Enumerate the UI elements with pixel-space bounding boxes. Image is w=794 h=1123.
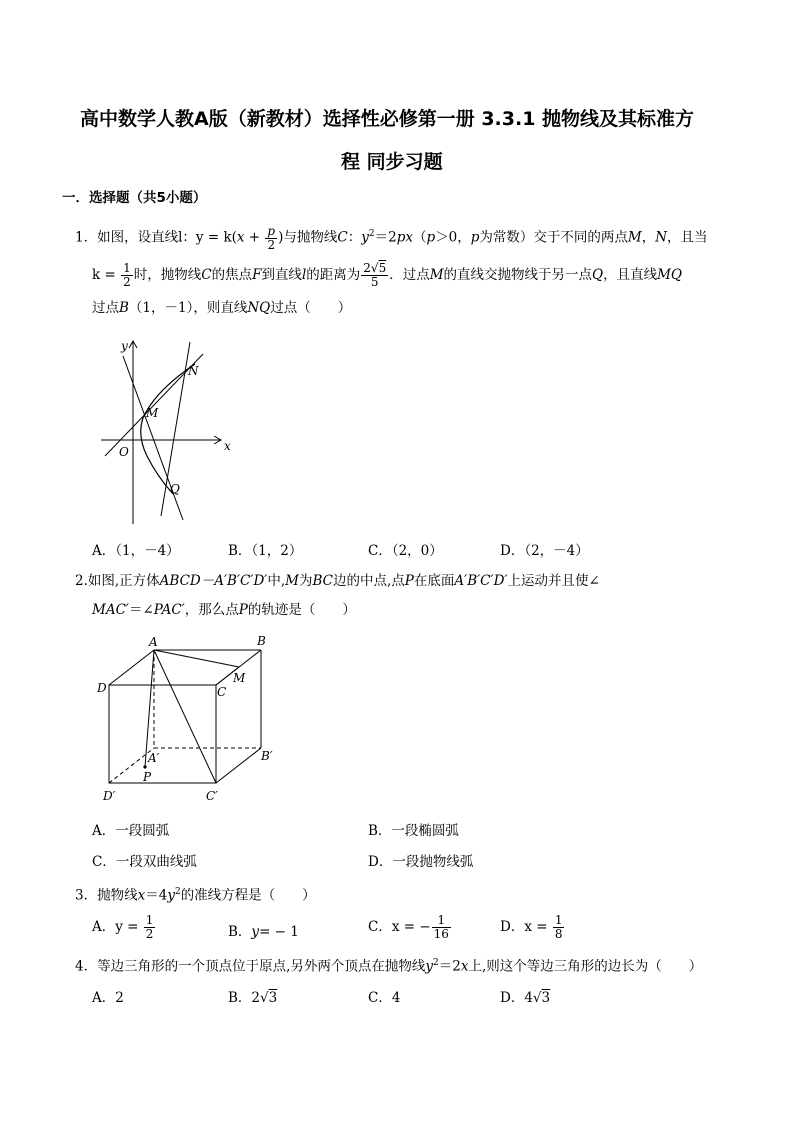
q3-option-c[interactable]: C．x = − $\frac{1}{16}$ (368, 913, 449, 941)
fig2-label-B1: B′ (261, 749, 273, 763)
page-title-line2: 程 同步习题 (341, 151, 443, 173)
fig1-label-O: O (119, 445, 129, 459)
fig1-label-M: M (146, 406, 159, 420)
q2-option-b[interactable]: B．一段椭圆弧 (368, 823, 459, 839)
fig1-label-x: x (224, 439, 231, 453)
cube-front-face (109, 685, 216, 783)
q3-option-a[interactable]: A．y = $\frac{1}{2}$ (92, 913, 154, 941)
fraction-distance: $\frac{2√5}{5}$ (363, 261, 387, 289)
q3-stem: 3．抛物线$x=4y^2$的准线方程是（ ） (75, 887, 316, 904)
q2-line1: 2.如图,正方体ABCD－A′B′C′D′中,M为BC边的中点,点P在底面A′B′C′D′上运动并且使∠ (75, 573, 600, 589)
fig2-label-C1: C′ (206, 789, 218, 803)
fig2-label-M: M (233, 671, 246, 685)
q4-option-c[interactable]: C．4 (368, 990, 401, 1006)
fig2-label-P: P (143, 770, 152, 784)
q1-line3: 过点B（1，－1），则直线NQ过点（ ） (92, 300, 352, 316)
edge-DA (109, 650, 154, 685)
segment-AM (154, 650, 239, 667)
section-heading: 一．选择题（共5小题） (62, 190, 207, 206)
fig2-label-A: A (149, 635, 158, 649)
q2-option-c[interactable]: C．一段双曲线弧 (92, 854, 197, 870)
q4-option-d[interactable]: D．4√3 (500, 990, 551, 1006)
fig2-label-D1: D′ (103, 789, 116, 803)
fraction-one-half: $\frac{1}{2}$ (123, 261, 131, 289)
q1-option-b[interactable]: B．（1，2） (228, 543, 303, 559)
q4-option-a[interactable]: A．2 (92, 990, 124, 1006)
fig1-label-N: N (188, 364, 199, 378)
q2-option-a[interactable]: A．一段圆弧 (92, 823, 170, 839)
q2-figure (96, 633, 286, 808)
fig2-label-A1: A′ (148, 751, 160, 765)
fraction-p-over-2: $\frac{p}{2}$ (267, 223, 276, 252)
segment-AP (145, 650, 154, 767)
segment-AC1 (154, 650, 216, 783)
fig1-label-Q: Q (170, 482, 180, 496)
q1-option-d[interactable]: D．（2，－4） (500, 543, 589, 559)
point-P (143, 765, 146, 768)
q3-option-b[interactable]: B．y= − 1 (228, 924, 299, 940)
q1-option-c[interactable]: C．（2，0） (368, 543, 443, 559)
q1-option-a[interactable]: A．（1，－4） (92, 543, 180, 559)
q1-line2: k = $\frac{1}{2}$ 时，抛物线C的焦点F到直线l的距离为 $\frac{2√5}{5}$ ．过点M的直线交抛物线于另一点Q，且直线MQ (92, 261, 682, 289)
fig2-label-C: C (217, 685, 227, 699)
q3-option-d[interactable]: D．x = $\frac{1}{8}$ (500, 913, 563, 941)
fig2-label-B: B (257, 634, 266, 648)
q1-line1: 1．如图，设直线l：y = k(x + $\frac{p}{2}$ )与抛物线C：$y^2=2px(p>0$，p为常数）交于不同的两点M，N，且当 (75, 223, 708, 252)
q1-figure (95, 336, 245, 526)
q4-option-b[interactable]: B．2√3 (228, 990, 278, 1006)
q2-line2: MAC′＝∠PAC′，那么点P的轨迹是（ ） (92, 602, 356, 618)
fig1-label-y: y (121, 339, 128, 353)
q2-option-d[interactable]: D．一段抛物线弧 (368, 854, 474, 870)
fig2-label-D: D (97, 681, 107, 695)
q4-stem: 4．等边三角形的一个顶点位于原点,另外两个顶点在抛物线$y^2=2x$上,则这个等边三角形的边长为（ ） (75, 958, 703, 975)
edge-C1B1 (216, 748, 261, 783)
page-title-line1: 高中数学人教A版（新教材）选择性必修第一册 3.3.1 抛物线及其标准方 (80, 108, 695, 130)
